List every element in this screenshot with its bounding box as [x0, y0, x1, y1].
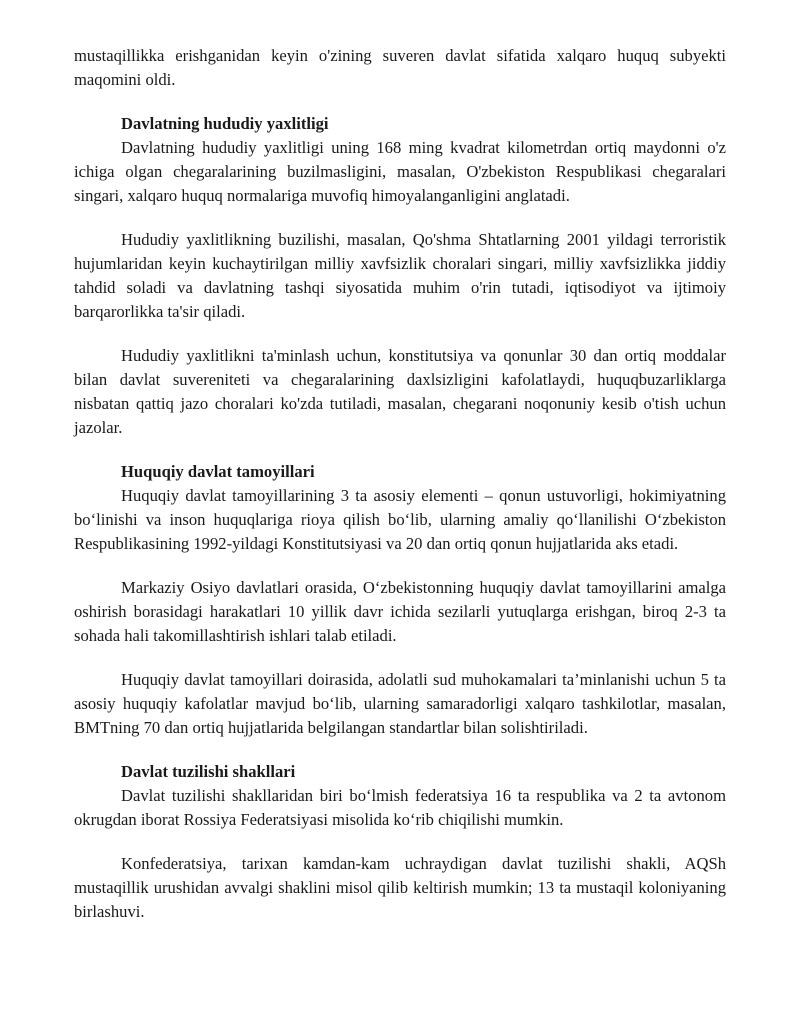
body-paragraph: Hududiy yaxlitlikni ta'minlash uchun, konstitutsiya va qonunlar 30 dan ortiq moddalar bilan davlat suvereniteti va chegaralarining daxlsizligini kafolatlaydi, huquqbuzarliklarga nisbatan qattiq jazo choralari ko'zda tutiladi, masalan, chegarani noqonuniy kesib o'tish uchun jazolar.: [74, 346, 726, 437]
body-paragraph: Huquqiy davlat tamoyillari doirasida, adolatli sud muhokamalari ta’minlanishi uchun 5 ta asosiy huquqiy kafolatlar mavjud bo‘lib, ularning samaradorligi xalqaro tashkilotlar, masalan, BMTning 70 dan ortiq hujjatlarida belgilangan standartlar bilan solishtiriladi.: [74, 670, 726, 737]
body-paragraph: Konfederatsiya, tarixan kamdan-kam uchraydigan davlat tuzilishi shakli, AQSh mustaqillik urushidan avvalgi shaklini misol qilib keltirish mumkin; 13 ta mustaqil koloniyaning birlashuvi.: [74, 854, 726, 921]
intro-paragraph: mustaqillikka erishganidan keyin o'zining suveren davlat sifatida xalqaro huquq subyekti maqomini oldi.: [74, 46, 726, 89]
document-page: [74, 44, 726, 924]
section-heading: Huquqiy davlat tamoyillari: [121, 462, 315, 481]
section-heading: Davlat tuzilishi shakllari: [121, 762, 296, 781]
body-paragraph: Huquqiy davlat tamoyillarining 3 ta asosiy elementi – qonun ustuvorligi, hokimiyatning bo‘linishi va inson huquqlariga rioya qilish bo‘lib, ularning amaliy qo‘llanilishi O‘zbekiston Respublikasining 1992-yildagi Konstitutsiyasi va 20 dan ortiq qonun hujjatlarida aks etadi.: [74, 486, 726, 553]
section-heading: Davlatning hududiy yaxlitligi: [121, 114, 329, 133]
body-paragraph: Davlatning hududiy yaxlitligi uning 168 ming kvadrat kilometrdan ortiq maydonni o'z ichiga olgan chegaralarining buzilmasligini, masalan, O'zbekiston Respublikasi chegaralari singari, xalqaro huquq normalariga muvofiq himoyalanganligini anglatadi.: [74, 138, 726, 205]
body-paragraph: Davlat tuzilishi shakllaridan biri bo‘lmish federatsiya 16 ta respublika va 2 ta avtonom okrugdan iborat Rossiya Federatsiyasi misolida ko‘rib chiqilishi mumkin.: [74, 786, 726, 829]
body-paragraph: Hududiy yaxlitlikning buzilishi, masalan, Qo'shma Shtatlarning 2001 yildagi terroristik hujumlaridan keyin kuchaytirilgan milliy xavfsizlik choralari singari, milliy xavfsizlikka jiddiy tahdid soladi va davlatning tashqi siyosatida muhim o'rin tutadi, iqtisodiyot va ijtimoiy barqarorlikka ta'sir qiladi.: [74, 230, 726, 321]
body-paragraph: Markaziy Osiyo davlatlari orasida, O‘zbekistonning huquqiy davlat tamoyillarini amalga oshirish borasidagi harakatlari 10 yillik davr ichida sezilarli yutuqlarga erishgan, biroq 2-3 ta sohada hali takomillashtirish ishlari talab etiladi.: [74, 578, 726, 645]
section-state-structure: [74, 760, 726, 924]
section-territorial-integrity: [74, 112, 726, 440]
section-rule-of-law: [74, 460, 726, 740]
